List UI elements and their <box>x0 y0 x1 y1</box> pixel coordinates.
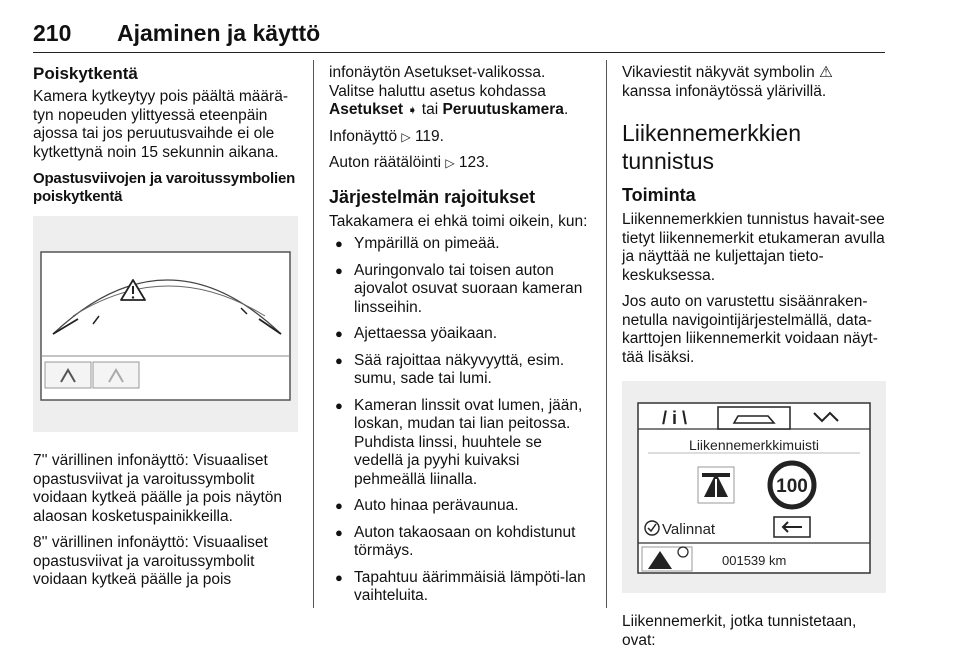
paragraph: Liikennemerkit, jotka tunnistetaan, ovat: <box>622 613 857 649</box>
camera-display-illustration <box>33 216 298 432</box>
menu-item-reverse-camera: Peruutuskamera <box>442 101 564 118</box>
page-header <box>33 20 885 53</box>
triangle-right-icon: ▷ <box>445 156 455 170</box>
driver-info-display-illustration <box>622 381 886 593</box>
list-item: ● Ajettaessa yöaikaan. <box>329 325 591 344</box>
traffic-sign-memory-figure <box>622 381 886 593</box>
list-item: ● Ympärillä on pimeää. <box>329 235 591 254</box>
triangle-right-icon: ▷ <box>401 129 411 144</box>
section-heading: Järjestelmän rajoitukset <box>329 186 536 207</box>
paragraph: infonäytön Asetukset-valikossa. Valitse haluttu asetus kohdassa Asetukset ➧ tai Peruutuskamera. <box>329 64 569 118</box>
column-divider <box>313 60 314 608</box>
list-item: ● Auringonvalo tai toisen auton ajovalot osuvat suoraan kameran linsseihin. <box>329 262 591 318</box>
column-1 <box>33 64 298 598</box>
screen-title: Liikennemerkkimuisti <box>689 437 819 453</box>
column-3 <box>622 64 886 658</box>
subsection-heading: Opastusviivojen ja varoitussymbolien poiskytkentä <box>33 170 296 205</box>
list-item: ● Kameran linssit ovat lumen, jään, loskan, mudan tai lian peitossa. Puhdista linssi, huuhtele se vedellä ja pyyhi kuivaksi pehmeällä liinalla. <box>329 397 591 490</box>
paragraph: 7'' värillinen infonäyttö: Visuaaliset opastusviivat ja varoitussymbolit voidaan kytkeä päälle ja pois näytön alaosan kosketuspainikkeilla. <box>33 452 283 525</box>
limitations-list <box>329 235 591 606</box>
subsection-heading: Toiminta <box>622 185 696 205</box>
rear-camera-figure <box>33 216 298 432</box>
paragraph: Jos auto on varustettu sisäänraken-netulla navigointijärjestelmällä, data-karttojen liikennemerkit voidaan näyt-tää lisäksi. <box>622 293 878 366</box>
chapter-title: Ajaminen ja käyttö <box>117 20 321 46</box>
options-label: Valinnat <box>662 521 716 538</box>
list-item: ● Tapahtuu äärimmäisiä lämpöti-lan vaihteluita. <box>329 569 591 606</box>
paragraph: 8'' värillinen infonäyttö: Visuaaliset opastusviivat ja varoitussymbolit voidaan kytkeä päälle ja pois <box>33 534 268 588</box>
menu-item-settings: Asetukset <box>329 101 404 118</box>
paragraph: Takakamera ei ehkä toimi oikein, kun: <box>329 212 588 230</box>
list-item: ● Auto hinaa perävaunua. <box>329 497 591 516</box>
page-number: 210 <box>33 20 72 46</box>
paragraph: Liikennemerkkien tunnistus havait-see tietyt liikennemerkit etukameran avulla ja näyttää ne kuljettajan tieto-keskuksessa. <box>622 211 885 284</box>
section-heading: Liikennemerkkien tunnistus <box>622 120 801 174</box>
cross-reference[interactable]: Auton räätälöinti ▷ 123. <box>329 154 490 171</box>
paragraph: Vikaviestit näkyvät symbolin ⚠ kanssa infonäytössä ylärivillä. <box>622 64 833 100</box>
column-2 <box>329 64 591 614</box>
column-divider <box>606 60 607 608</box>
svg-text:/ i \: / i \ <box>662 408 688 428</box>
list-item: ● Auton takaosaan on kohdistunut törmäys. <box>329 524 591 561</box>
speed-limit-sign-icon <box>770 463 814 507</box>
odometer-value: 001539 km <box>722 553 787 568</box>
arrow-right-icon: ➧ <box>407 103 418 117</box>
list-item: ● Sää rajoittaa näkyvyyttä, esim. sumu, sade tai lumi. <box>329 352 591 389</box>
speed-limit-value: 100 <box>776 476 808 497</box>
paragraph: Kamera kytkeytyy pois päältä määrä-tyn nopeuden ylittyessä eteenpäin ajossa tai jos peruutusvaihde ei ole kytkettynä noin 15 sekunnin aikana. <box>33 88 288 161</box>
cross-reference[interactable]: Infonäyttö ▷ 119. <box>329 127 444 145</box>
section-heading: Poiskytkentä <box>33 64 138 83</box>
